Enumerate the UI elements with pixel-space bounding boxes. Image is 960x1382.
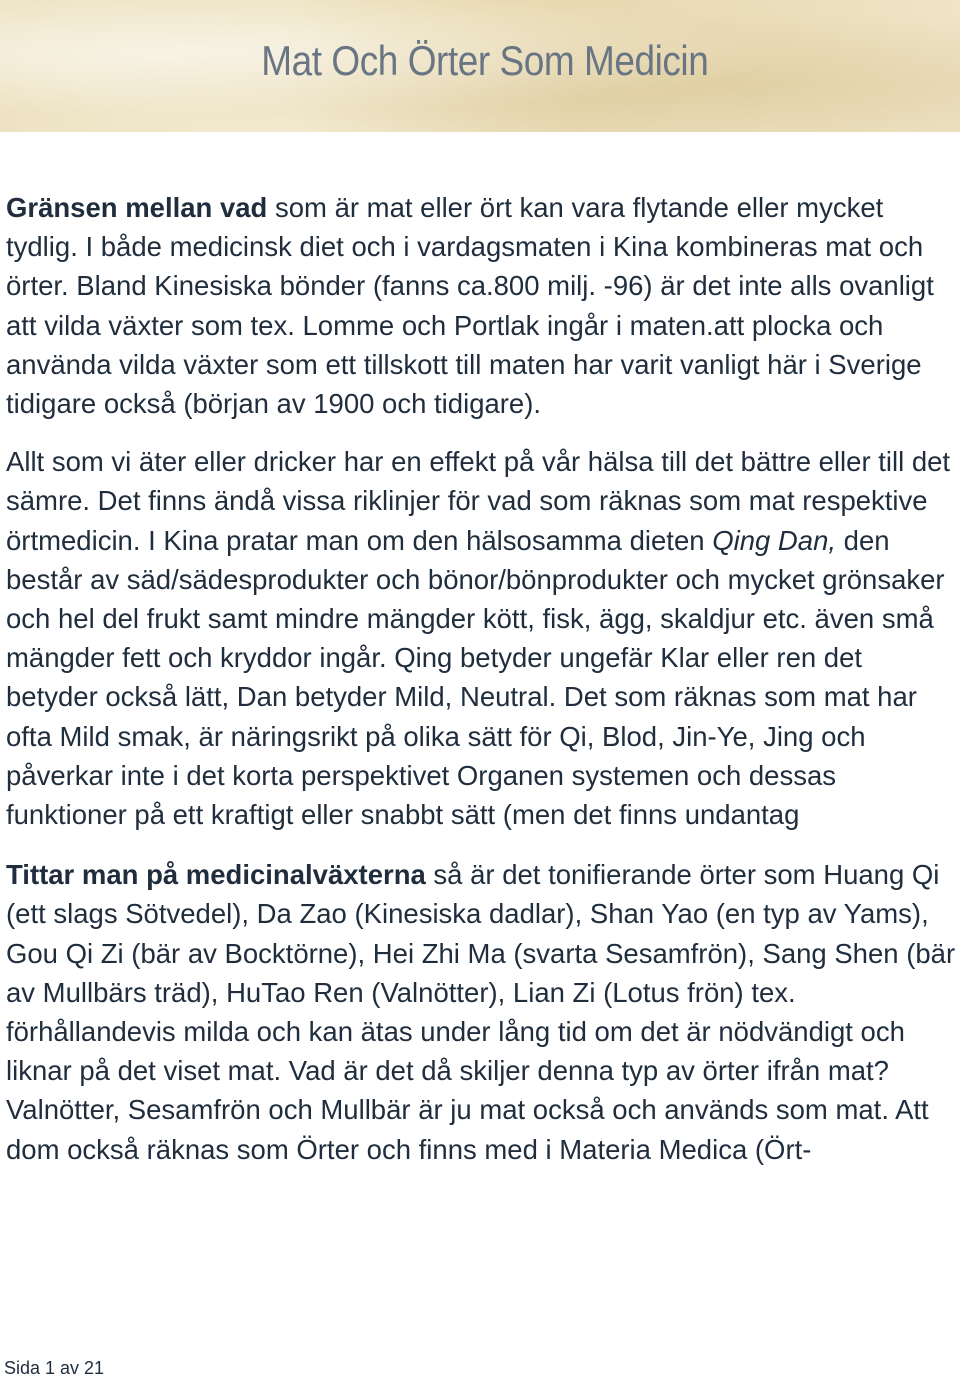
paragraph-food-herbs-boundary <box>6 188 956 423</box>
paragraph-text-after: den består av säd/sädesprodukter och bönor/bönprodukter och mycket grönsaker och hel del frukt samt mindre mängder kött, fisk, ägg, skaldjur etc. även små mängder fett och kryddor ingår. Qing betyder ungefär Klar eller ren det betyder också lätt, Dan betyder Mild, Neutral. Det som räknas som mat har ofta Mild smak, är näringsrikt på olika sätt för Qi, Blod, Jin-Ye, Jing och påverkar inte i det korta perspektivet Organen systemen och dessas funktioner på ett kraftigt eller snabbt sätt (men det finns undantag <box>6 524 945 831</box>
page-title: Mat Och Örter Som Medicin <box>261 37 709 84</box>
paragraph-text-before: Allt som vi äter eller dricker har en effekt på vår hälsa till det bättre eller till det sämre. Det finns ändå vissa riklinjer för vad som räknas som mat respektive örtmedicin. I Kina pratar man om den hälsosamma dieten <box>6 446 951 556</box>
paragraph-medicinal-plants <box>6 855 956 1169</box>
page-number: Sida 1 av 21 <box>4 1358 105 1378</box>
paragraph-lead: Gränsen mellan vad <box>6 192 268 223</box>
paragraph-text: så är det tonifierande örter som Huang Qi (ett slags Sötvedel), Da Zao (Kinesiska dadlar), Shan Yao (en typ av Yams), Gou Qi Zi (bär av Bocktörne), Hei Zhi Ma (svarta Sesamfrön), Sang Shen (bär av Mullbärs träd), HuTao Ren (Valnötter), Lian Zi (Lotus frön) tex. förhållandevis milda och kan ätas under lång tid om det är nödvändigt och liknar på det viset mat. Vad är det då skiljer denna typ av örter ifrån mat? Valnötter, Sesamfrön och Mullbär är ju mat också och används som mat. Att dom också räknas som Örter och finns med i Materia Medica (Ört- <box>6 859 956 1165</box>
paragraph-lead: Tittar man på medicinalväxterna <box>6 859 426 891</box>
document-body <box>6 188 956 1169</box>
paragraph-qing-dan-diet <box>6 442 956 834</box>
paragraph-text: som är mat eller ört kan vara flytande eller mycket tydlig. I både medicinsk diet och i vardagsmaten i Kina kombineras mat och örter. Bland Kinesiska bönder (fanns ca.800 milj. -96) är det inte alls ovanligt att vilda växter som tex. Lomme och Portlak ingår i maten.att plocka och använda vilda växter som ett tillskott till maten har varit vanligt här i Sverige tidigare också (början av 1900 och tidigare). <box>6 192 934 420</box>
paragraph-emphasis: Qing Dan, <box>712 524 837 556</box>
header-band <box>0 0 960 132</box>
